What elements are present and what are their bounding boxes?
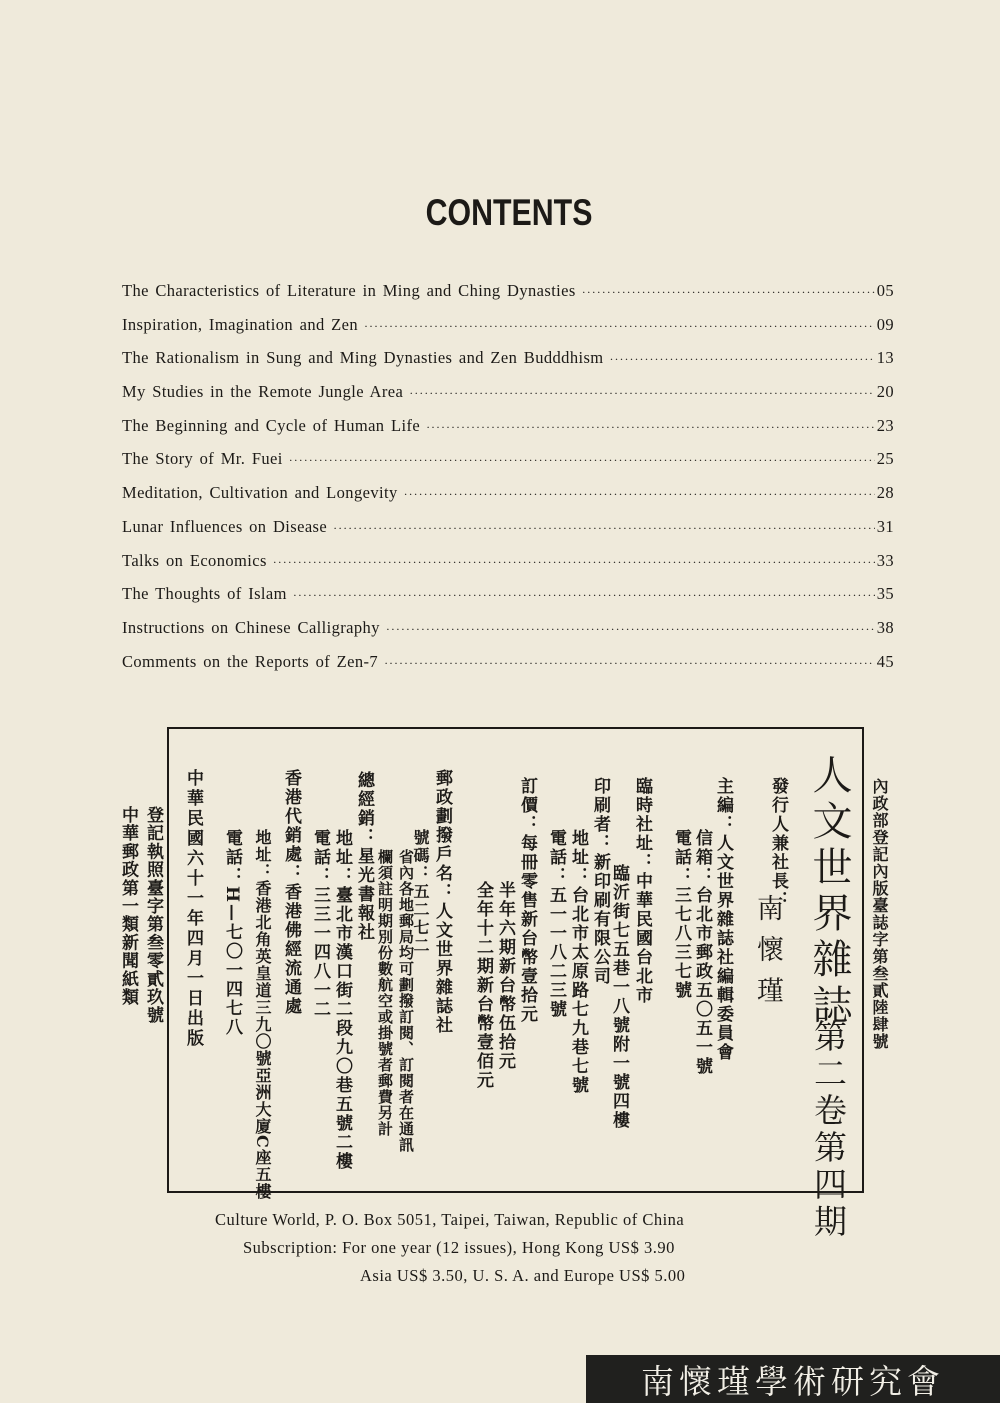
price-full-year: 全年十二期新台幣壹佰元 bbox=[473, 881, 493, 1090]
table-of-contents bbox=[122, 281, 894, 685]
hong-kong-agent: 香港代銷處：香港佛經流通處 bbox=[281, 769, 301, 1016]
hong-kong-phone: 電話：H—七〇一四七八 bbox=[222, 829, 242, 1038]
price: 訂價：每冊零售新台幣壹拾元 bbox=[517, 777, 537, 1024]
footer-subscription: Subscription: For one year (12 issues), Hong Kong US$ 3.90 bbox=[243, 1238, 675, 1257]
toc-entry-title: The Beginning and Cycle of Human Life bbox=[122, 415, 421, 435]
toc-entry-title: The Story of Mr. Fuei bbox=[122, 449, 283, 469]
toc-entry bbox=[122, 652, 894, 686]
distributor-address: 地址：臺北市漢口街二段九〇巷五號二樓 bbox=[332, 829, 352, 1171]
printer-address: 地址：台北市太原路七九巷七號 bbox=[568, 829, 588, 1095]
temporary-office-address: 臨沂街七五巷一八號附一號四樓 bbox=[609, 864, 629, 1130]
printer-phone: 電話：五一一八二三號 bbox=[546, 829, 566, 1019]
toc-entry bbox=[122, 348, 894, 382]
toc-leader-dots bbox=[582, 285, 875, 300]
toc-entry bbox=[122, 449, 894, 483]
toc-leader-dots bbox=[384, 656, 875, 671]
toc-entry bbox=[122, 517, 894, 551]
toc-entry-title: Lunar Influences on Disease bbox=[122, 516, 328, 536]
magazine-name: 人文世界雜誌 bbox=[806, 754, 852, 1030]
toc-entry-page: 31 bbox=[876, 516, 894, 536]
toc-entry-page: 35 bbox=[876, 584, 894, 604]
toc-leader-dots bbox=[386, 622, 875, 637]
toc-entry-title: The Thoughts of Islam bbox=[122, 584, 287, 604]
publication-date: 中華民國六十一年四月一日出版 bbox=[183, 769, 203, 1049]
temporary-office: 臨時社址：中華民國台北市 bbox=[632, 777, 652, 1005]
toc-leader-dots bbox=[273, 555, 875, 570]
license-number: 登記執照臺字第叁零貳玖號 bbox=[143, 806, 163, 1025]
toc-entry-page: 09 bbox=[876, 314, 894, 334]
toc-leader-dots bbox=[289, 453, 875, 468]
toc-entry bbox=[122, 483, 894, 517]
postal-transfer-name: 郵政劃撥戶名：人文世界雜誌社 bbox=[432, 769, 452, 1035]
chief-editor: 主編：人文世界雜誌社編輯委員會 bbox=[713, 777, 733, 1062]
page-title: CONTENTS bbox=[425, 192, 593, 233]
issue-number: 第二卷第四期 bbox=[809, 1019, 848, 1241]
subscription-note-b: 欄須註明期別份數航空或掛號者郵費另計 bbox=[376, 849, 394, 1137]
toc-leader-dots bbox=[409, 386, 874, 401]
registration-number-right: 內政部登記內版臺誌字第叁貳陸肆號 bbox=[870, 778, 889, 1050]
toc-entry bbox=[122, 281, 894, 315]
toc-entry-title: Comments on the Reports of Zen-7 bbox=[122, 651, 379, 671]
postal-classification: 中華郵政第一類新聞紙類 bbox=[118, 806, 138, 1007]
footer-address: Culture World, P. O. Box 5051, Taipei, Taiwan, Republic of China bbox=[215, 1210, 685, 1229]
subscription-note-a: 省內各地郵局均可劃撥訂閱、訂閱者在通訊 bbox=[397, 849, 415, 1153]
toc-leader-dots bbox=[333, 521, 875, 536]
toc-leader-dots bbox=[404, 487, 875, 502]
toc-entry-page: 20 bbox=[876, 382, 894, 402]
watermark-banner: 南懷瑾學術研究會 bbox=[586, 1355, 1000, 1403]
toc-entry-title: Meditation, Cultivation and Longevity bbox=[122, 483, 398, 503]
toc-entry bbox=[122, 584, 894, 618]
toc-entry bbox=[122, 618, 894, 652]
toc-entry-title: Instructions on Chinese Calligraphy bbox=[122, 617, 380, 637]
distributor-phone: 電話：三三一四八一二 bbox=[310, 829, 330, 1019]
toc-entry-page: 25 bbox=[876, 449, 894, 469]
printer: 印刷者：新印刷有限公司 bbox=[590, 777, 610, 986]
toc-entry-page: 13 bbox=[876, 348, 894, 368]
toc-entry-title: Talks on Economics bbox=[122, 550, 267, 570]
publisher-name: 南懷瑾 bbox=[752, 894, 783, 1017]
toc-leader-dots bbox=[293, 588, 875, 603]
toc-entry-title: My Studies in the Remote Jungle Area bbox=[122, 382, 404, 402]
toc-entry-page: 05 bbox=[876, 281, 894, 300]
toc-leader-dots bbox=[364, 319, 875, 334]
footer-prices: Asia US$ 3.50, U. S. A. and Europe US$ 5.00 bbox=[360, 1266, 686, 1285]
toc-entry bbox=[122, 416, 894, 450]
editor-mailbox: 信箱：台北市郵政五〇五一號 bbox=[692, 829, 712, 1076]
publisher-label: 發行人兼社長： bbox=[768, 777, 788, 910]
price-half-year: 半年六期新台幣伍拾元 bbox=[495, 881, 515, 1071]
toc-leader-dots bbox=[610, 352, 875, 367]
postal-transfer-number: 號碼：五二七二 bbox=[411, 829, 430, 955]
toc-entry-page: 28 bbox=[876, 483, 894, 503]
general-distributor: 總經銷：星光書報社 bbox=[354, 771, 374, 942]
hong-kong-address: 地址：香港北角英皇道三九〇號亞洲大廈C座五樓 bbox=[253, 829, 272, 1200]
editor-phone: 電話：三七八三七號 bbox=[671, 829, 691, 1000]
toc-entry-title: The Rationalism in Sung and Ming Dynasties and Zen Budddhism bbox=[122, 348, 604, 368]
toc-entry bbox=[122, 382, 894, 416]
toc-entry-page: 45 bbox=[876, 651, 894, 671]
toc-entry-page: 33 bbox=[876, 550, 894, 570]
toc-entry bbox=[122, 551, 894, 585]
toc-entry-title: Inspiration, Imagination and Zen bbox=[122, 314, 358, 334]
toc-entry bbox=[122, 315, 894, 349]
toc-entry-title: The Characteristics of Literature in Ming and Ching Dynasties bbox=[122, 281, 576, 300]
toc-leader-dots bbox=[426, 420, 875, 435]
toc-entry-page: 23 bbox=[876, 415, 894, 435]
toc-entry-page: 38 bbox=[876, 617, 894, 637]
